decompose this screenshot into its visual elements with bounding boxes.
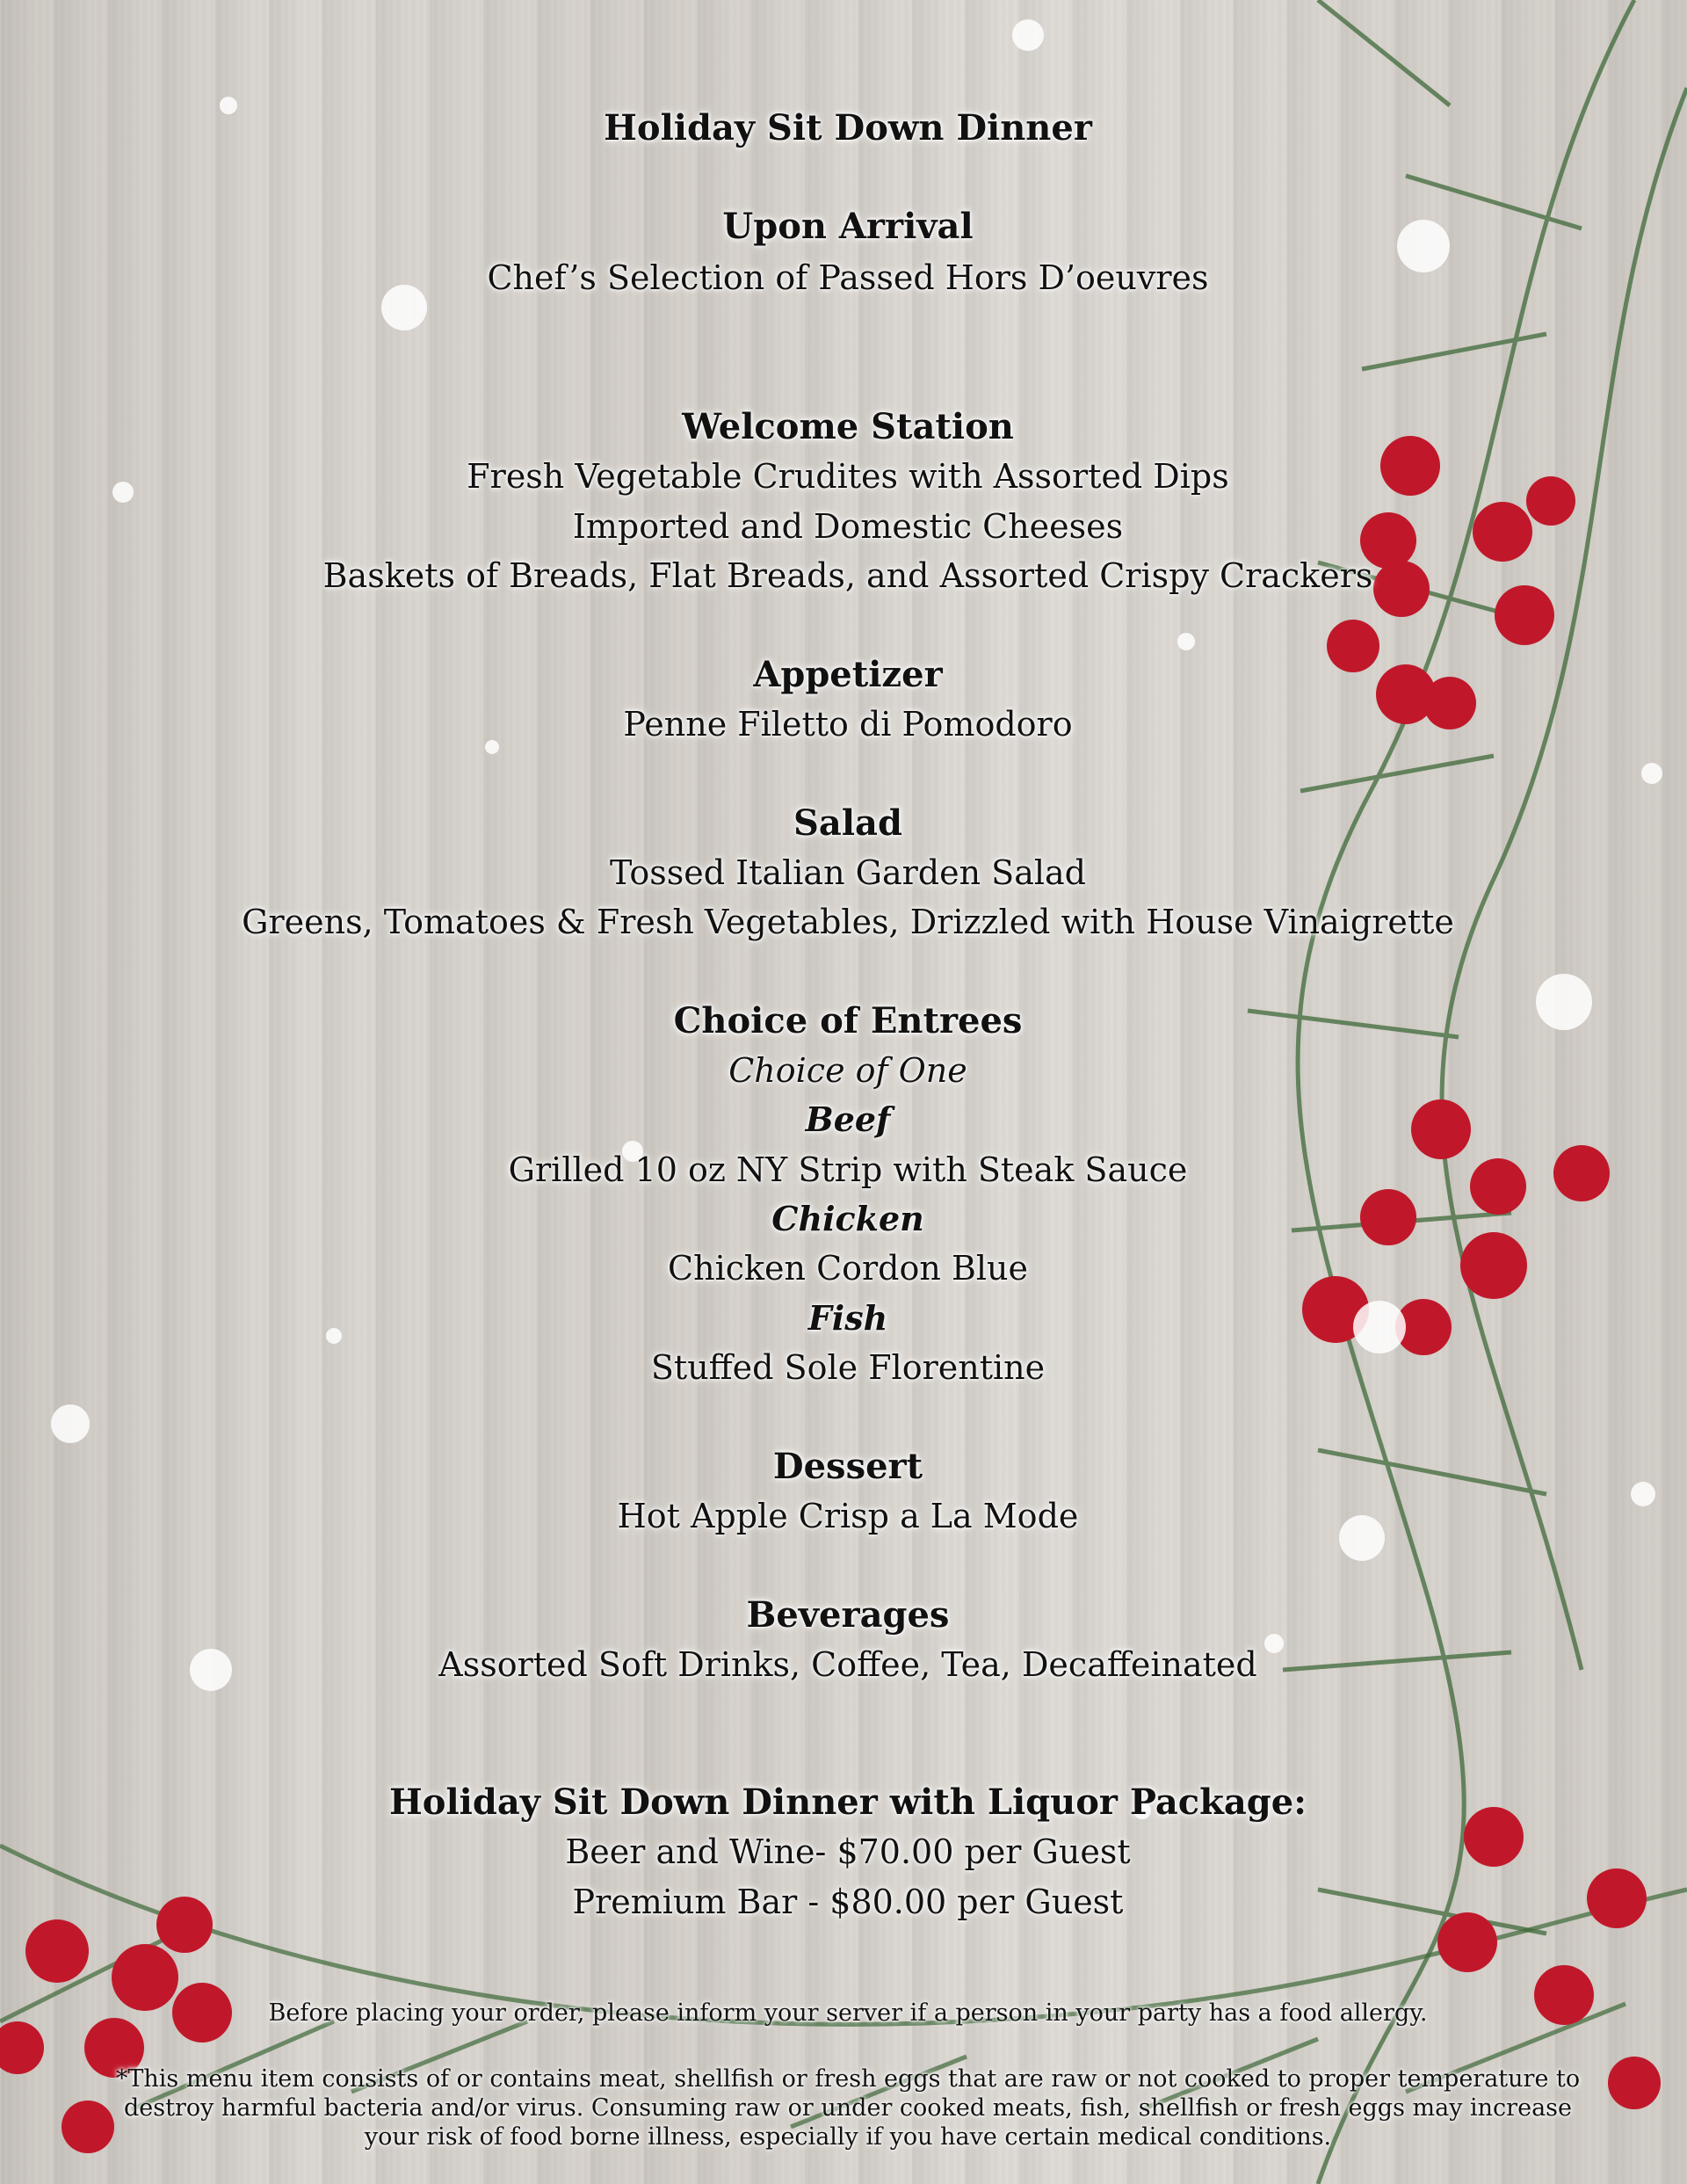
menu-item: Hot Apple Crisp a La Mode [617, 1497, 1079, 1535]
section-heading-salad: Salad [793, 802, 902, 844]
section-heading-dessert: Dessert [772, 1446, 923, 1487]
package-price: Beer and Wine- $70.00 per Guest [565, 1832, 1131, 1871]
menu-item: Assorted Soft Drinks, Coffee, Tea, Decaffeinated [438, 1645, 1257, 1684]
entree-label-chicken: Chicken [771, 1199, 924, 1238]
section-heading-appetizer: Appetizer [753, 654, 943, 695]
menu-item: Imported and Domestic Cheeses [572, 507, 1124, 546]
entree-subheading: Choice of One [728, 1051, 967, 1090]
package-heading: Holiday Sit Down Dinner with Liquor Package: [389, 1781, 1307, 1823]
entree-label-fish: Fish [807, 1298, 888, 1338]
menu-item: Tossed Italian Garden Salad [610, 853, 1086, 892]
menu-item: Chef’s Selection of Passed Hors D’oeuvres [487, 258, 1209, 297]
section-heading-arrival: Upon Arrival [722, 206, 974, 247]
consumption-warning-line: destroy harmful bacteria and/or virus. Consuming raw or under cooked meats, fish, shellfish or fresh eggs may increase [123, 2094, 1572, 2122]
entree-dish: Stuffed Sole Florentine [650, 1348, 1046, 1387]
entree-label-beef: Beef [805, 1099, 891, 1139]
menu-item: Baskets of Breads, Flat Breads, and Assorted Crispy Crackers [322, 556, 1373, 595]
consumption-warning-line: your risk of food borne illness, especially if you have certain medical conditions. [364, 2123, 1332, 2151]
allergy-notice: Before placing your order, please inform your server if a person in your party has a food allergy. [268, 1999, 1428, 2027]
package-price: Premium Bar - $80.00 per Guest [572, 1883, 1124, 1921]
entree-dish: Grilled 10 oz NY Strip with Steak Sauce [508, 1150, 1188, 1189]
section-heading-entrees: Choice of Entrees [673, 1000, 1023, 1041]
menu-item: Fresh Vegetable Crudites with Assorted Dips [467, 457, 1229, 496]
section-heading-welcome: Welcome Station [682, 406, 1014, 447]
consumption-warning-line: *This menu item consists of or contains meat, shellfish or fresh eggs that are raw or not cooked to proper temperature to [115, 2065, 1581, 2093]
entree-dish: Chicken Cordon Blue [668, 1249, 1028, 1288]
menu-title: Holiday Sit Down Dinner [604, 107, 1092, 149]
menu-item: Penne Filetto di Pomodoro [623, 705, 1073, 744]
menu-item: Greens, Tomatoes & Fresh Vegetables, Drizzled with House Vinaigrette [242, 903, 1454, 941]
section-heading-beverages: Beverages [746, 1594, 950, 1636]
